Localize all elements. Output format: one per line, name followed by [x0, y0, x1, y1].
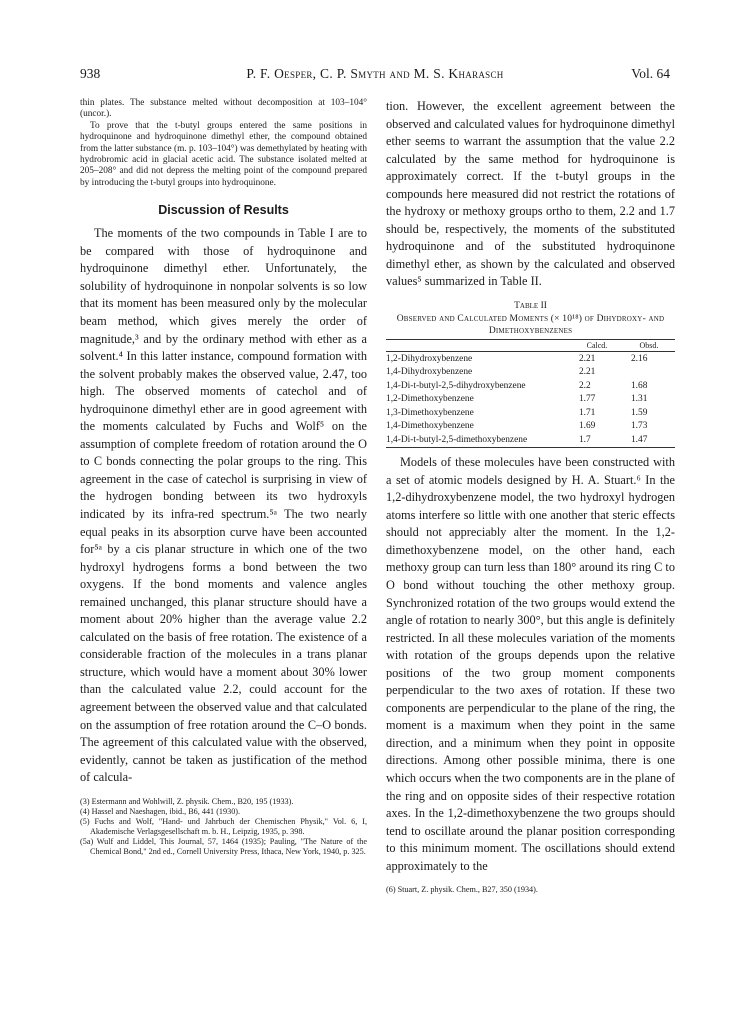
volume-label: Vol. 64: [631, 66, 670, 81]
running-header: [80, 66, 670, 84]
experimental-paragraph: thin plates. The substance melted without decomposition at 103–104° (uncor.).: [80, 98, 367, 120]
footnote: (3) Estermann and Wohlwill, Z. physik. Chem., B20, 195 (1933).: [80, 796, 294, 806]
table-row: [386, 393, 675, 407]
footnotes: [80, 797, 367, 857]
obsd-cell: 1.31: [630, 394, 648, 405]
obsd-cell: 2.16: [630, 353, 648, 364]
body-paragraph: The moments of the two compounds in Table I are to be compared with those of hydroquinone and hydroquinone dimethyl ether. Unfortunately, the solubility of hydroquinone in nonpolar solvents is so low that its moment has been measured only by the molecular beam method, which gives merely the order of magnitude,³ and by the ordinary method with ether as a solvent.⁴ In this latter instance, compound formation with the solvent probably makes the observed value, 2.47, too high. The observed moments of catechol and of hydroquinone dimethyl ether are in good agreement with the moments calculated by Fuchs and Wolf⁵ on the assumption of complete freedom of rotation around the O to C bonds connecting the polar groups to the ring. This agreement in the case of catechol is surprising in view of the hydrogen bonding between its two hydroxyls indicated by its infra-red spectrum.⁵ᵃ The two nearly equal peaks in its absorption curve have been accounted for⁵ᵃ by a cis planar structure in which one of the two hydroxyl hydrogens forms a bond between the two oxygens. If the bond moments and valence angles remained unchanged, this planar structure should have a moment about 20% higher than the average value 2.2 calculated on the basis of free rotation. The existence of a considerable fraction of the molecules in a trans planar structure, which would have a moment about 30% lower than the calculated value 2.2, could account for the agreement between the observed value and that calculated on the assumption of free rotation around the C–O bonds. The agreement of this calculated value with the observed, evidently, cannot be taken as justification of the method of calcula-: [80, 226, 367, 785]
calcd-cell: 1.77: [578, 394, 596, 405]
calcd-cell: 2.2: [578, 380, 591, 391]
experimental-paragraph: To prove that the t-butyl groups entered the same positions in hydroquinone and hydroquinone dimethyl ether, the compound obtained from the latter substance (m. p. 103–104°) was demethylated by heating with hydrobromic acid in glacial acetic acid. The substance isolated melted at 205–208° and did not depress the melting point of the compound prepared by introducing the t-butyl groups into hydroquinone.: [80, 120, 367, 188]
table-row: [386, 420, 675, 434]
table-header-cell: Calcd.: [586, 341, 608, 351]
body-paragraph: tion. However, the excellent agreement between the observed and calculated values for hydroquinone dimethyl ether seems to warrant the assumption that the value 2.2 calculated by the same method for hydroquinone is approximately correct. If the t-butyl groups in the compounds here measured did not restrict the rotations of the hydroxy or methoxy groups ortho to them, 2.2 and 1.7 should be, respectively, the moments of the substituted hydroquinone and of the substituted hydroquinone dimethyl ether, as shown by the calculated and observed values⁵ summarized in Table II.: [386, 99, 675, 289]
left-column: [80, 98, 367, 857]
page-number: 938: [80, 66, 101, 81]
obsd-cell: 1.73: [630, 421, 648, 432]
obsd-cell: [623, 366, 675, 380]
right-column: [386, 98, 675, 895]
footnote: (5) Fuchs and Wolf, "Hand- und Jahrbuch der Chemischen Physik," Vol. 6, I, Akademische Verlagsgesellschaft m. b. H., Leipzig, 1935, p. 398.: [80, 816, 367, 836]
compound-cell: 1,2-Dihydroxybenzene: [386, 353, 473, 364]
table-caption: Observed and Calculated Moments (× 10¹⁸) of Dihydroxy- and Dimethoxybenzenes: [396, 314, 665, 337]
footnote: (4) Hassel and Naeshagen, ibid., B6, 441 (1930).: [80, 806, 241, 816]
calcd-cell: 1.7: [578, 435, 591, 446]
obsd-cell: 1.59: [630, 407, 648, 418]
footnotes: [386, 885, 675, 895]
calcd-cell: 2.21: [578, 367, 596, 378]
compound-cell: 1,4-Dihydroxybenzene: [386, 367, 473, 378]
calcd-cell: 1.69: [578, 421, 596, 432]
section-heading: Discussion of Results: [158, 203, 289, 218]
compound-cell: 1,4-Di-t-butyl-2,5-dimethoxybenzene: [386, 435, 528, 446]
compound-cell: 1,4-Di-t-butyl-2,5-dihydroxybenzene: [386, 380, 526, 391]
table-row: [386, 352, 675, 366]
table-title: Table II: [514, 301, 547, 312]
calcd-cell: 2.21: [578, 353, 596, 364]
compound-cell: 1,3-Dimethoxybenzene: [386, 407, 474, 418]
footnote: (5a) Wulf and Liddel, This Journal, 57, 1464 (1935); Pauling, "The Nature of the Chemical Bond," 2nd ed., Cornell University Press, Ithaca, New York, 1940, p. 325.: [80, 836, 367, 856]
footnote: (6) Stuart, Z. physik. Chem., B27, 350 (1934).: [386, 885, 538, 895]
running-header-authors: P. F. Oesper, C. P. Smyth and M. S. Kharasch: [246, 66, 504, 81]
moments-table: [386, 339, 675, 448]
obsd-cell: 1.47: [630, 435, 648, 446]
table-row: [386, 406, 675, 420]
table-header-cell: Obsd.: [639, 341, 659, 351]
compound-cell: 1,4-Dimethoxybenzene: [386, 421, 474, 432]
compound-cell: 1,2-Dimethoxybenzene: [386, 394, 474, 405]
table-row: [386, 366, 675, 380]
obsd-cell: 1.68: [630, 380, 648, 391]
calcd-cell: 1.71: [578, 407, 596, 418]
body-paragraph: Models of these molecules have been constructed with a set of atomic models designed by H. A. Stuart.⁶ In the 1,2-dihydroxybenzene model, the two hydroxyl hydrogen atoms interfere so little with one another that steric effects should not appreciably alter the moment. In the 1,2-dimethoxybenzene model, on the other hand, each methoxy group can turn less than 180° around its ring C to O bond without touching the other methoxy group. Synchronized rotation of the two groups would extend the angle of rotation to nearly 300°, but this angle is definitely restricted. In all these molecules variation of the moments with rotation of the groups depends upon the relative positions of the two group moment components perpendicular to the two axes of rotation. If these two components are perpendicular to the plane of the ring, the moment is a maximum when they point in the same direction, and a minimum when they point in opposite directions. Among other possible minima, there is one which occurs when the two components are in the plane of the ring and on opposite sides of their respective rotation axes. In the 1,2-dimethoxybenzene the two groups should tend to oscillate around the planar position corresponding to this minimum moment. The oscillations should extend approximately to the: [386, 455, 675, 873]
table-row: [386, 434, 675, 448]
table-header-cell: [386, 340, 571, 352]
table-header-row: [386, 340, 675, 352]
table-row: [386, 379, 675, 393]
